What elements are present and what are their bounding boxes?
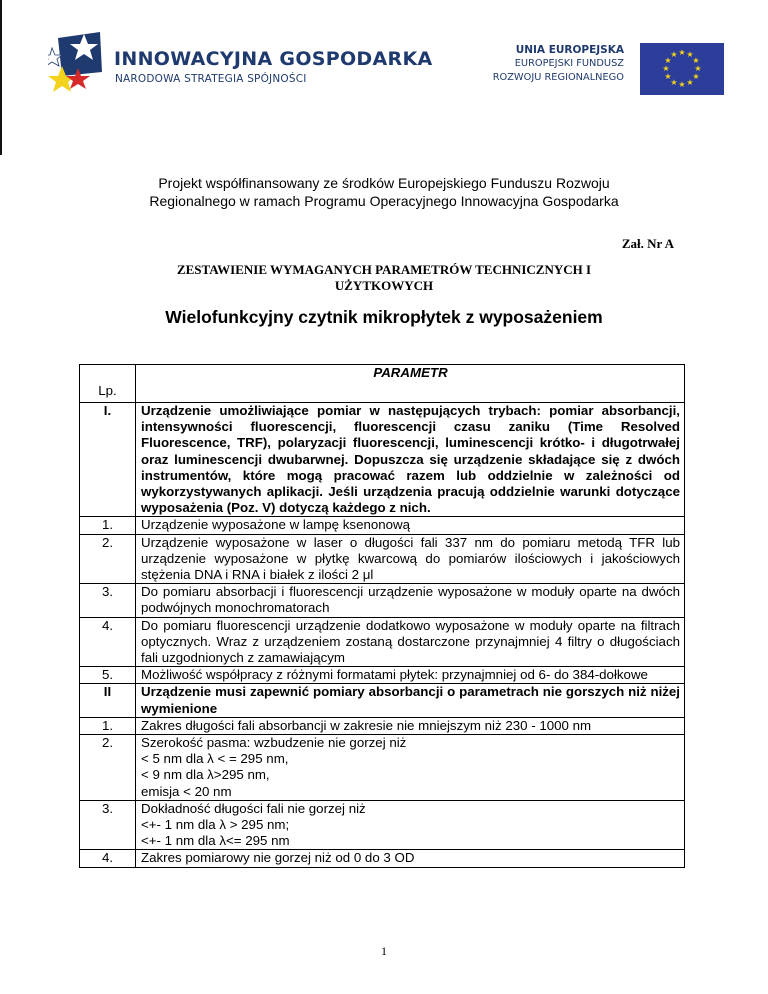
row-text-line: emisja < 20 nm: [141, 783, 232, 799]
row-number: I.: [80, 403, 136, 517]
row-text: Urządzenie wyposażone w laser o długości fali 337 nm do pomiaru metodą TFR lub urządzenie wyposażone w płytkę kwarcową do pomiarów ilościowych i jakościowych stężenia DNA i RNA i białek z ilości 2 μl: [136, 534, 685, 584]
svg-text:★: ★: [678, 48, 686, 57]
page-number: 1: [381, 944, 387, 958]
eu-flag-icon: [640, 43, 724, 95]
row-text-line: <+- 1 nm dla λ > 295 nm;: [141, 817, 290, 833]
eu-logo-line2: EUROPEJSKI FUNDUSZ: [514, 58, 624, 69]
svg-text:★: ★: [692, 56, 700, 65]
device-title: Wielofunkcyjny czytnik mikropłytek z wyposażeniem: [165, 307, 603, 327]
row-text: Do pomiaru absorbacji i fluorescencji urządzenie wyposażone w moduły oparte na dwóch podwójnych monochromatorach: [136, 584, 685, 617]
svg-text:★: ★: [694, 64, 702, 73]
page-edge-line: [0, 0, 2, 155]
table-row: [80, 517, 685, 534]
table-row: [80, 850, 685, 867]
table-row: [80, 800, 685, 850]
row-text: Zakres pomiarowy nie gorzej niż od 0 do 3 OD: [136, 850, 685, 867]
row-number: 3.: [80, 584, 136, 617]
table-row: [80, 667, 685, 684]
parameters-table: [79, 364, 685, 868]
row-text: [136, 800, 685, 850]
summary-heading: [0, 262, 768, 294]
eu-fund-logo: [488, 43, 724, 95]
annex-label: Zał. Nr A: [621, 236, 674, 251]
row-number: II: [80, 684, 136, 717]
row-text: Urządzenie musi zapewnić pomiary absorbancji o parametrach nie gorszych niż niżej wymienione: [136, 684, 685, 717]
project-line-2: Regionalnego w ramach Programu Operacyjnego Innowacyjna Gospodarka: [149, 193, 619, 209]
summary-heading-line-1: ZESTAWIENIE WYMAGANYCH PARAMETRÓW TECHNICZNYCH I: [176, 262, 592, 277]
row-number: 5.: [80, 667, 136, 684]
column-header-parameter: PARAMETR: [136, 365, 685, 403]
eu-logo-line3: ROZWOJU REGIONALNEGO: [492, 72, 624, 83]
table-row: [80, 735, 685, 801]
row-text: Urządzenie umożliwiające pomiar w następujących trybach: pomiar absorbancji, intensywności fluorescencji, fluorescencji czasu zaniku (Time Resolved Fluorescence, TRF), polaryzacji fluorescencji, luminescencji krótko- i długotrwałej oraz luminescencji dwubarwnej. Dopuszcza się urządzenie składające się z dwóch instrumentów, które mogą pracować razem lub oddzielnie w zależności od wykorzystywanych aplikacji. Jeśli urządzenia pracują oddzielnie warunki dotyczące wyposażenia (Poz. V) dotyczą każdego z nich.: [136, 403, 685, 517]
project-funding-note: [0, 174, 768, 210]
row-text-line: Szerokość pasma: wzbudzenie nie gorzej niż: [141, 735, 407, 751]
svg-text:★: ★: [664, 56, 672, 65]
project-line-1: Projekt współfinansowany ze środków Europejskiego Funduszu Rozwoju: [158, 175, 610, 191]
row-number: 2.: [80, 735, 136, 801]
svg-text:★: ★: [664, 72, 672, 81]
column-header-lp: Lp.: [80, 365, 136, 403]
row-number: 4.: [80, 850, 136, 867]
table-row: [80, 403, 685, 517]
row-text: Zakres długości fali absorbancji w zakresie nie mniejszym niż 230 - 1000 nm: [136, 717, 685, 734]
table-row: [80, 534, 685, 584]
svg-text:★: ★: [686, 50, 694, 59]
row-text: Do pomiaru fluorescencji urządzenie dodatkowo wyposażone w moduły oparte na filtrach optycznych. Wraz z urządzeniem zostaną dostarczone przynajmniej 4 filtry o długościach fali uzgodnionych z zamawiającym: [136, 617, 685, 667]
row-text-line: < 9 nm dla λ>295 nm,: [141, 767, 270, 783]
table-row: [80, 584, 685, 617]
row-text: Możliwość współpracy z różnymi formatami płytek: przynajmniej od 6- do 384-dołkowe: [136, 667, 685, 684]
table-header-row: [80, 365, 685, 403]
row-text-line: < 5 nm dla λ < = 295 nm,: [141, 751, 289, 767]
row-number: 3.: [80, 800, 136, 850]
svg-text:★: ★: [678, 80, 686, 89]
svg-text:★: ★: [662, 64, 670, 73]
row-number: 1.: [80, 517, 136, 534]
svg-text:★: ★: [670, 78, 678, 87]
row-text-line: <+- 1 nm dla λ<= 295 nm: [141, 833, 290, 849]
svg-text:★: ★: [686, 78, 694, 87]
logo-subtitle: NARODOWA STRATEGIA SPÓJNOŚCI: [115, 73, 307, 85]
logo-title: INNOWACYJNA GOSPODARKA: [114, 48, 433, 70]
table-row: [80, 684, 685, 717]
innowacyjna-gospodarka-logo: [48, 28, 433, 98]
stars-emblem-icon: [48, 28, 112, 98]
eu-logo-line1: UNIA EUROPEJSKA: [515, 44, 624, 56]
svg-text:★: ★: [692, 72, 700, 81]
svg-text:★: ★: [670, 50, 678, 59]
row-number: 4.: [80, 617, 136, 667]
table-row: [80, 717, 685, 734]
summary-heading-line-2: UŻYTKOWYCH: [334, 278, 434, 293]
row-text-line: Dokładność długości fali nie gorzej niż: [141, 800, 366, 816]
row-number: 2.: [80, 534, 136, 584]
row-text: [136, 735, 685, 801]
table-row: [80, 617, 685, 667]
row-number: 1.: [80, 717, 136, 734]
row-text: Urządzenie wyposażone w lampę ksenonową: [136, 517, 685, 534]
